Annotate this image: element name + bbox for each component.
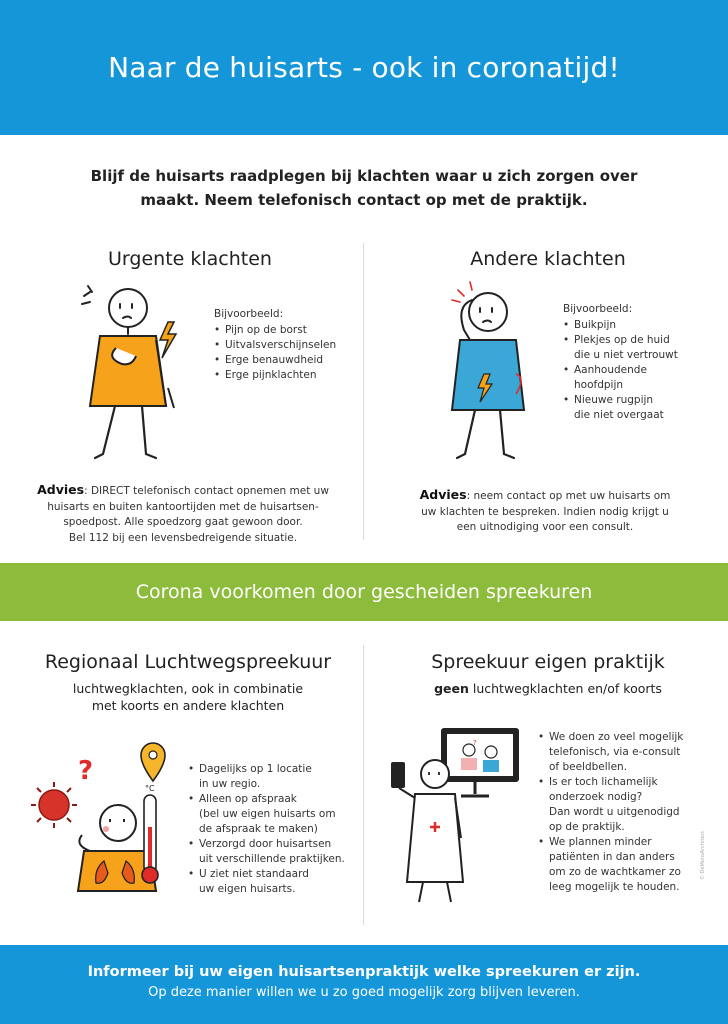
intro-text	[0, 164, 728, 212]
list-item: • Pijn op de borst	[214, 323, 336, 338]
advice-text: uw klachten te bespreken. Indien nodig krijgt u	[421, 505, 669, 518]
list-item: • Erge pijnklachten	[214, 368, 336, 383]
column-divider	[363, 243, 364, 540]
list-item: • We plannen minder patiënten in dan anders om zo de wachtkamer zo leeg mogelijk te houden.	[538, 835, 683, 895]
advice-text: huisarts en buiten kantoortijden met de huisartsen-	[47, 500, 319, 513]
list-lead: Bijvoorbeeld:	[563, 303, 633, 315]
column-divider	[363, 645, 364, 925]
subtitle-line: luchtwegklachten, ook in combinatie	[72, 681, 304, 696]
urgent-title: Urgente klachten	[108, 248, 272, 270]
advice-label: Advies	[37, 482, 85, 497]
own-practice-info-list	[538, 730, 683, 895]
urgent-advice	[18, 482, 348, 546]
advice-text: : DIRECT telefonisch contact opnemen met uw	[84, 485, 329, 497]
intro-line: Blijf de huisarts raadplegen bij klachten waar u zich zorgen over	[90, 167, 638, 185]
advice-text: Bel 112 bij een levensbedreigende situatie.	[68, 531, 298, 544]
page-title: Naar de huisarts - ook in coronatijd!	[108, 51, 620, 84]
svg-text:°C: °C	[145, 784, 155, 793]
other-examples-list	[563, 302, 678, 423]
list-item: • Nieuwe rugpijn die niet overgaat	[563, 393, 678, 423]
urgent-figure-illustration	[70, 278, 190, 468]
other-title: Andere klachten	[470, 248, 626, 270]
list-item: • Is er toch lichamelijk onderzoek nodig? Dan wordt u uitgenodigd op de praktijk.	[538, 775, 683, 835]
list-lead: Bijvoorbeeld:	[214, 308, 284, 320]
subtitle-line: luchtwegklachten en/of koorts	[468, 681, 662, 696]
list-item: • Plekjes op de huid die u niet vertrouwt	[563, 333, 678, 363]
regional-illustration	[32, 735, 182, 900]
list-item: • Buikpijn	[563, 318, 678, 333]
regional-info-list	[188, 762, 345, 897]
footer-banner	[0, 945, 728, 1024]
advice-text: : neem contact op met uw huisarts om	[466, 490, 671, 502]
footer-line: Op deze manier willen we u zo goed mogelijk zorg blijven leveren.	[148, 985, 580, 1000]
own-practice-illustration	[385, 722, 525, 907]
other-advice	[380, 487, 710, 536]
list-item: • Alleen op afspraak (bel uw eigen huisarts om de afspraak te maken)	[188, 792, 345, 837]
list-item: • We doen zo veel mogelijk telefonisch, via e-consult of beeldbellen.	[538, 730, 683, 775]
subtitle-emphasis: geen	[434, 681, 469, 696]
regional-subtitle	[18, 680, 358, 714]
advice-text: spoedpost. Alle spoedzorg gaat gewoon door.	[63, 516, 303, 528]
advice-text: een uitnodiging voor een consult.	[456, 521, 634, 533]
urgent-examples-list	[214, 307, 336, 383]
advice-label: Advies	[419, 487, 467, 502]
list-item: • Erge benauwdheid	[214, 353, 336, 368]
intro-line: maakt. Neem telefonisch contact op met de praktijk.	[140, 191, 588, 209]
section-banner-text: Corona voorkomen door gescheiden spreekuren	[135, 581, 593, 603]
list-item: • Dagelijks op 1 locatie in uw regio.	[188, 762, 345, 792]
header-banner	[0, 0, 728, 135]
list-item: • Uitvalsverschijnselen	[214, 338, 336, 353]
section-banner	[0, 563, 728, 621]
regional-title: Regionaal Luchtwegspreekuur	[44, 651, 332, 673]
own-practice-title: Spreekuur eigen praktijk	[431, 651, 665, 673]
credit-text: © DeMensArchitect	[700, 830, 706, 880]
own-practice-subtitle	[378, 680, 718, 697]
other-figure-illustration	[430, 278, 550, 468]
list-item: • U ziet niet standaard uw eigen huisarts.	[188, 867, 345, 897]
list-item: • Verzorgd door huisartsen uit verschillende praktijken.	[188, 837, 345, 867]
svg-text:?: ?	[78, 756, 94, 786]
svg-text:?: ?	[473, 739, 477, 747]
subtitle-line: met koorts en andere klachten	[91, 698, 285, 713]
list-item: • Aanhoudende hoofdpijn	[563, 363, 678, 393]
footer-line: Informeer bij uw eigen huisartsenpraktijk welke spreekuren er zijn.	[87, 964, 641, 980]
